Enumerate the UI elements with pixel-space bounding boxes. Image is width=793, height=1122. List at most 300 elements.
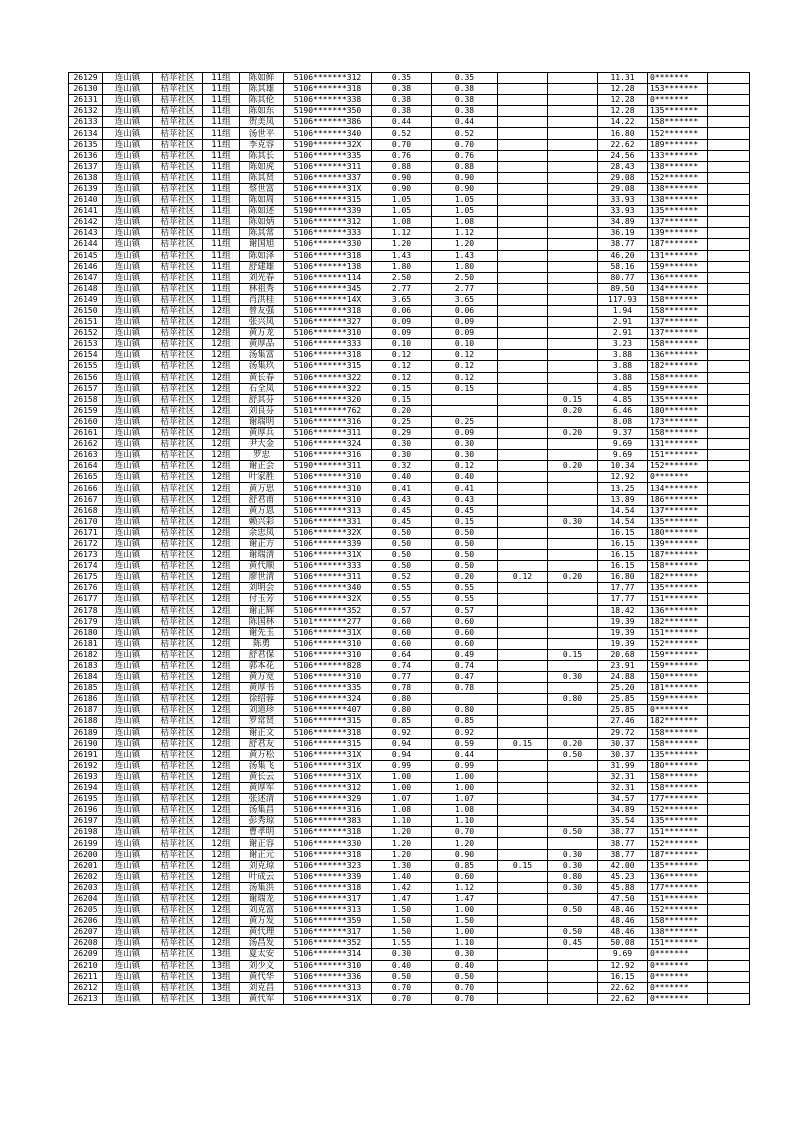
row-id-cell: 26144 xyxy=(69,239,103,250)
table-row xyxy=(69,649,750,660)
area-b-cell xyxy=(498,428,548,439)
name-cell: 徐绍蓉 xyxy=(240,694,284,705)
phone-cell: 135******* xyxy=(648,860,708,871)
phone-cell: 131******* xyxy=(648,439,708,450)
empty-cell xyxy=(708,838,750,849)
area-b-cell xyxy=(498,971,548,982)
name-cell: 黄万宽 xyxy=(240,672,284,683)
phone-cell: 182******* xyxy=(648,716,708,727)
table-row xyxy=(69,805,750,816)
town-cell: 连山镇 xyxy=(103,893,153,904)
name-cell: 郭本花 xyxy=(240,660,284,671)
area-a-cell xyxy=(432,405,498,416)
community-cell: 桔苹社区 xyxy=(153,428,203,439)
area-c-cell xyxy=(548,616,598,627)
empty-cell xyxy=(708,783,750,794)
total-area-cell: 0.45 xyxy=(372,516,432,527)
area-b-cell xyxy=(498,283,548,294)
phone-cell: 138******* xyxy=(648,927,708,938)
community-cell: 桔苹社区 xyxy=(153,927,203,938)
area-c-cell xyxy=(548,993,598,1004)
area-a-cell: 0.55 xyxy=(432,583,498,594)
group-cell: 12组 xyxy=(203,916,240,927)
total-area-cell: 1.05 xyxy=(372,195,432,206)
area-b-cell xyxy=(498,416,548,427)
name-cell: 尹大金 xyxy=(240,439,284,450)
area-a-cell: 0.43 xyxy=(432,494,498,505)
area-b-cell xyxy=(498,183,548,194)
community-cell: 桔苹社区 xyxy=(153,849,203,860)
area-b-cell xyxy=(498,882,548,893)
area-c-cell xyxy=(548,283,598,294)
row-id-cell: 26140 xyxy=(69,195,103,206)
total-area-cell: 0.70 xyxy=(372,982,432,993)
name-cell: 李克容 xyxy=(240,139,284,150)
table-row xyxy=(69,494,750,505)
amount-cell: 89.50 xyxy=(598,283,648,294)
amount-cell: 13.89 xyxy=(598,494,648,505)
area-c-cell xyxy=(548,483,598,494)
area-c-cell xyxy=(548,538,598,549)
id-number-cell: 5106*******318 xyxy=(284,882,372,893)
amount-cell: 4.85 xyxy=(598,394,648,405)
table-row xyxy=(69,272,750,283)
empty-cell xyxy=(708,683,750,694)
area-a-cell: 0.88 xyxy=(432,161,498,172)
amount-cell: 10.34 xyxy=(598,461,648,472)
area-c-cell: 0.30 xyxy=(548,516,598,527)
total-area-cell: 0.09 xyxy=(372,317,432,328)
phone-cell: 159******* xyxy=(648,383,708,394)
area-b-cell xyxy=(498,450,548,461)
id-number-cell: 5106*******310 xyxy=(284,328,372,339)
name-cell: 张兴凤 xyxy=(240,317,284,328)
amount-cell: 1.94 xyxy=(598,305,648,316)
table-row xyxy=(69,128,750,139)
name-cell: 林祖秀 xyxy=(240,283,284,294)
name-cell: 叶成云 xyxy=(240,871,284,882)
group-cell: 12组 xyxy=(203,416,240,427)
amount-cell: 34.89 xyxy=(598,217,648,228)
empty-cell xyxy=(708,527,750,538)
area-c-cell xyxy=(548,150,598,161)
group-cell: 13组 xyxy=(203,971,240,982)
area-c-cell xyxy=(548,893,598,904)
area-c-cell: 0.15 xyxy=(548,649,598,660)
id-number-cell: 5106*******359 xyxy=(284,916,372,927)
name-cell: 刘克富 xyxy=(240,905,284,916)
community-cell: 桔苹社区 xyxy=(153,439,203,450)
town-cell: 连山镇 xyxy=(103,328,153,339)
area-c-cell xyxy=(548,982,598,993)
row-id-cell: 26181 xyxy=(69,638,103,649)
group-cell: 12组 xyxy=(203,472,240,483)
area-a-cell: 0.70 xyxy=(432,139,498,150)
town-cell: 连山镇 xyxy=(103,372,153,383)
group-cell: 12组 xyxy=(203,317,240,328)
name-cell: 曾友强 xyxy=(240,305,284,316)
area-a-cell: 0.15 xyxy=(432,383,498,394)
amount-cell: 9.69 xyxy=(598,450,648,461)
community-cell: 桔苹社区 xyxy=(153,494,203,505)
town-cell: 连山镇 xyxy=(103,760,153,771)
table-row xyxy=(69,794,750,805)
area-b-cell xyxy=(498,161,548,172)
phone-cell: 137******* xyxy=(648,317,708,328)
group-cell: 12组 xyxy=(203,361,240,372)
area-a-cell: 1.50 xyxy=(432,916,498,927)
community-cell: 桔苹社区 xyxy=(153,916,203,927)
table-row xyxy=(69,73,750,84)
table-row xyxy=(69,106,750,117)
group-cell: 11组 xyxy=(203,195,240,206)
town-cell: 连山镇 xyxy=(103,771,153,782)
area-a-cell: 0.44 xyxy=(432,117,498,128)
area-b-cell xyxy=(498,339,548,350)
name-cell: 谢正容 xyxy=(240,838,284,849)
empty-cell xyxy=(708,627,750,638)
group-cell: 13组 xyxy=(203,982,240,993)
group-cell: 12组 xyxy=(203,594,240,605)
community-cell: 桔苹社区 xyxy=(153,561,203,572)
area-b-cell xyxy=(498,871,548,882)
phone-cell: 180******* xyxy=(648,760,708,771)
community-cell: 桔苹社区 xyxy=(153,938,203,949)
total-area-cell: 0.90 xyxy=(372,183,432,194)
community-cell: 桔苹社区 xyxy=(153,838,203,849)
empty-cell xyxy=(708,317,750,328)
group-cell: 11组 xyxy=(203,117,240,128)
town-cell: 连山镇 xyxy=(103,627,153,638)
empty-cell xyxy=(708,472,750,483)
empty-cell xyxy=(708,716,750,727)
amount-cell: 3.88 xyxy=(598,372,648,383)
name-cell: 黄厚品 xyxy=(240,339,284,350)
area-c-cell: 0.30 xyxy=(548,849,598,860)
row-id-cell: 26211 xyxy=(69,971,103,982)
town-cell: 连山镇 xyxy=(103,428,153,439)
empty-cell xyxy=(708,561,750,572)
id-number-cell: 5106*******317 xyxy=(284,927,372,938)
group-cell: 12组 xyxy=(203,738,240,749)
name-cell: 谢瑞龙 xyxy=(240,893,284,904)
amount-cell: 3.23 xyxy=(598,339,648,350)
id-number-cell: 5106*******336 xyxy=(284,971,372,982)
area-c-cell xyxy=(548,783,598,794)
town-cell: 连山镇 xyxy=(103,339,153,350)
table-row xyxy=(69,627,750,638)
table-row xyxy=(69,827,750,838)
name-cell: 黄厚兵 xyxy=(240,428,284,439)
town-cell: 连山镇 xyxy=(103,683,153,694)
town-cell: 连山镇 xyxy=(103,738,153,749)
area-a-cell: 0.99 xyxy=(432,760,498,771)
amount-cell: 48.46 xyxy=(598,927,648,938)
empty-cell xyxy=(708,649,750,660)
total-area-cell: 0.38 xyxy=(372,84,432,95)
area-a-cell: 0.40 xyxy=(432,960,498,971)
name-cell: 汤集洪 xyxy=(240,882,284,893)
phone-cell: 139******* xyxy=(648,228,708,239)
row-id-cell: 26200 xyxy=(69,849,103,860)
row-id-cell: 26176 xyxy=(69,583,103,594)
area-c-cell xyxy=(548,317,598,328)
area-b-cell xyxy=(498,561,548,572)
community-cell: 桔苹社区 xyxy=(153,527,203,538)
community-cell: 桔苹社区 xyxy=(153,716,203,727)
area-c-cell xyxy=(548,416,598,427)
empty-cell xyxy=(708,117,750,128)
name-cell: 刘良芬 xyxy=(240,405,284,416)
area-a-cell xyxy=(432,694,498,705)
area-c-cell xyxy=(548,794,598,805)
phone-cell: 187******* xyxy=(648,849,708,860)
town-cell: 连山镇 xyxy=(103,727,153,738)
area-c-cell: 0.45 xyxy=(548,938,598,949)
amount-cell: 16.80 xyxy=(598,572,648,583)
amount-cell: 33.93 xyxy=(598,195,648,206)
phone-cell: 152******* xyxy=(648,172,708,183)
amount-cell: 11.31 xyxy=(598,73,648,84)
id-number-cell: 5106*******315 xyxy=(284,738,372,749)
name-cell: 黄厚军 xyxy=(240,783,284,794)
group-cell: 12组 xyxy=(203,749,240,760)
name-cell: 刘少义 xyxy=(240,960,284,971)
phone-cell: 0******* xyxy=(648,705,708,716)
row-id-cell: 26134 xyxy=(69,128,103,139)
amount-cell: 34.89 xyxy=(598,805,648,816)
id-number-cell: 5106*******323 xyxy=(284,860,372,871)
area-a-cell: 1.05 xyxy=(432,195,498,206)
group-cell: 12组 xyxy=(203,727,240,738)
name-cell: 黄长春 xyxy=(240,372,284,383)
amount-cell: 24.88 xyxy=(598,672,648,683)
area-a-cell: 1.12 xyxy=(432,228,498,239)
amount-cell: 25.85 xyxy=(598,705,648,716)
area-b-cell xyxy=(498,150,548,161)
row-id-cell: 26206 xyxy=(69,916,103,927)
community-cell: 桔苹社区 xyxy=(153,250,203,261)
area-c-cell xyxy=(548,84,598,95)
name-cell: 谢正方 xyxy=(240,538,284,549)
id-number-cell: 5101*******277 xyxy=(284,616,372,627)
row-id-cell: 26143 xyxy=(69,228,103,239)
area-b-cell xyxy=(498,95,548,106)
group-cell: 12组 xyxy=(203,683,240,694)
table-row xyxy=(69,84,750,95)
id-number-cell: 5106*******310 xyxy=(284,960,372,971)
empty-cell xyxy=(708,428,750,439)
table-row xyxy=(69,616,750,627)
data-table xyxy=(68,72,750,1005)
empty-cell xyxy=(708,261,750,272)
community-cell: 桔苹社区 xyxy=(153,605,203,616)
empty-cell xyxy=(708,694,750,705)
area-c-cell xyxy=(548,805,598,816)
phone-cell: 152******* xyxy=(648,128,708,139)
id-number-cell: 5106*******828 xyxy=(284,660,372,671)
area-c-cell xyxy=(548,660,598,671)
total-area-cell: 0.12 xyxy=(372,350,432,361)
group-cell: 12组 xyxy=(203,527,240,538)
total-area-cell: 0.45 xyxy=(372,505,432,516)
area-b-cell xyxy=(498,361,548,372)
phone-cell: 158******* xyxy=(648,294,708,305)
group-cell: 12组 xyxy=(203,405,240,416)
area-c-cell: 0.20 xyxy=(548,572,598,583)
table-row xyxy=(69,217,750,228)
phone-cell: 131******* xyxy=(648,250,708,261)
area-b-cell xyxy=(498,893,548,904)
town-cell: 连山镇 xyxy=(103,572,153,583)
total-area-cell: 0.50 xyxy=(372,561,432,572)
area-a-cell: 0.59 xyxy=(432,738,498,749)
table-row xyxy=(69,760,750,771)
amount-cell: 32.31 xyxy=(598,783,648,794)
area-a-cell: 0.60 xyxy=(432,871,498,882)
empty-cell xyxy=(708,672,750,683)
group-cell: 12组 xyxy=(203,927,240,938)
amount-cell: 29.08 xyxy=(598,183,648,194)
table-row xyxy=(69,871,750,882)
amount-cell: 12.28 xyxy=(598,95,648,106)
town-cell: 连山镇 xyxy=(103,283,153,294)
phone-cell: 187******* xyxy=(648,239,708,250)
area-c-cell xyxy=(548,439,598,450)
name-cell: 陈如东 xyxy=(240,106,284,117)
area-c-cell xyxy=(548,206,598,217)
area-c-cell xyxy=(548,583,598,594)
area-c-cell xyxy=(548,172,598,183)
row-id-cell: 26213 xyxy=(69,993,103,1004)
community-cell: 桔苹社区 xyxy=(153,350,203,361)
total-area-cell: 0.88 xyxy=(372,161,432,172)
table-row xyxy=(69,350,750,361)
phone-cell: 158******* xyxy=(648,783,708,794)
id-number-cell: 5106*******386 xyxy=(284,117,372,128)
town-cell: 连山镇 xyxy=(103,860,153,871)
area-b-cell xyxy=(498,649,548,660)
amount-cell: 29.08 xyxy=(598,172,648,183)
row-id-cell: 26129 xyxy=(69,73,103,84)
town-cell: 连山镇 xyxy=(103,84,153,95)
name-cell: 黄代军 xyxy=(240,993,284,1004)
empty-cell xyxy=(708,195,750,206)
area-a-cell: 0.76 xyxy=(432,150,498,161)
area-c-cell: 0.30 xyxy=(548,882,598,893)
empty-cell xyxy=(708,905,750,916)
group-cell: 11组 xyxy=(203,283,240,294)
area-b-cell xyxy=(498,217,548,228)
total-area-cell: 1.10 xyxy=(372,816,432,827)
id-number-cell: 5106*******333 xyxy=(284,561,372,572)
id-number-cell: 5106*******311 xyxy=(284,428,372,439)
id-number-cell: 5106*******318 xyxy=(284,827,372,838)
empty-cell xyxy=(708,638,750,649)
area-a-cell: 1.10 xyxy=(432,938,498,949)
community-cell: 桔苹社区 xyxy=(153,705,203,716)
community-cell: 桔苹社区 xyxy=(153,783,203,794)
area-a-cell: 0.50 xyxy=(432,971,498,982)
table-row xyxy=(69,328,750,339)
total-area-cell: 0.06 xyxy=(372,305,432,316)
phone-cell: 135******* xyxy=(648,583,708,594)
amount-cell: 46.20 xyxy=(598,250,648,261)
town-cell: 连山镇 xyxy=(103,871,153,882)
amount-cell: 20.68 xyxy=(598,649,648,660)
table-row xyxy=(69,749,750,760)
town-cell: 连山镇 xyxy=(103,827,153,838)
amount-cell: 8.08 xyxy=(598,416,648,427)
table-row xyxy=(69,361,750,372)
area-c-cell xyxy=(548,328,598,339)
group-cell: 11组 xyxy=(203,106,240,117)
area-c-cell xyxy=(548,705,598,716)
id-number-cell: 5106*******329 xyxy=(284,794,372,805)
row-id-cell: 26184 xyxy=(69,672,103,683)
area-b-cell xyxy=(498,638,548,649)
town-cell: 连山镇 xyxy=(103,172,153,183)
community-cell: 桔苹社区 xyxy=(153,516,203,527)
amount-cell: 25.85 xyxy=(598,694,648,705)
name-cell: 刘明会 xyxy=(240,583,284,594)
row-id-cell: 26185 xyxy=(69,683,103,694)
group-cell: 11组 xyxy=(203,206,240,217)
table-row xyxy=(69,161,750,172)
community-cell: 桔苹社区 xyxy=(153,572,203,583)
area-b-cell: 0.15 xyxy=(498,738,548,749)
amount-cell: 31.99 xyxy=(598,760,648,771)
total-area-cell: 1.05 xyxy=(372,206,432,217)
amount-cell: 19.39 xyxy=(598,638,648,649)
id-number-cell: 5106*******327 xyxy=(284,317,372,328)
empty-cell xyxy=(708,949,750,960)
row-id-cell: 26162 xyxy=(69,439,103,450)
amount-cell: 50.08 xyxy=(598,938,648,949)
name-cell: 刘光春 xyxy=(240,272,284,283)
id-number-cell: 5106*******352 xyxy=(284,938,372,949)
amount-cell: 42.00 xyxy=(598,860,648,871)
area-b-cell xyxy=(498,771,548,782)
total-area-cell: 0.60 xyxy=(372,616,432,627)
amount-cell: 45.23 xyxy=(598,871,648,882)
area-b-cell xyxy=(498,583,548,594)
total-area-cell: 0.99 xyxy=(372,760,432,771)
row-id-cell: 26195 xyxy=(69,794,103,805)
group-cell: 11组 xyxy=(203,272,240,283)
phone-cell: 177******* xyxy=(648,882,708,893)
total-area-cell: 0.38 xyxy=(372,95,432,106)
empty-cell xyxy=(708,450,750,461)
name-cell: 陈如虎 xyxy=(240,161,284,172)
area-c-cell xyxy=(548,683,598,694)
id-number-cell: 5106*******315 xyxy=(284,195,372,206)
amount-cell: 45.88 xyxy=(598,882,648,893)
amount-cell: 38.77 xyxy=(598,827,648,838)
community-cell: 桔苹社区 xyxy=(153,472,203,483)
name-cell: 汤世平 xyxy=(240,128,284,139)
phone-cell: 187******* xyxy=(648,550,708,561)
phone-cell: 151******* xyxy=(648,827,708,838)
town-cell: 连山镇 xyxy=(103,550,153,561)
group-cell: 12组 xyxy=(203,439,240,450)
row-id-cell: 26151 xyxy=(69,317,103,328)
area-a-cell: 0.74 xyxy=(432,660,498,671)
name-cell: 黄代理 xyxy=(240,927,284,938)
empty-cell xyxy=(708,128,750,139)
community-cell: 桔苹社区 xyxy=(153,982,203,993)
area-a-cell: 0.30 xyxy=(432,450,498,461)
